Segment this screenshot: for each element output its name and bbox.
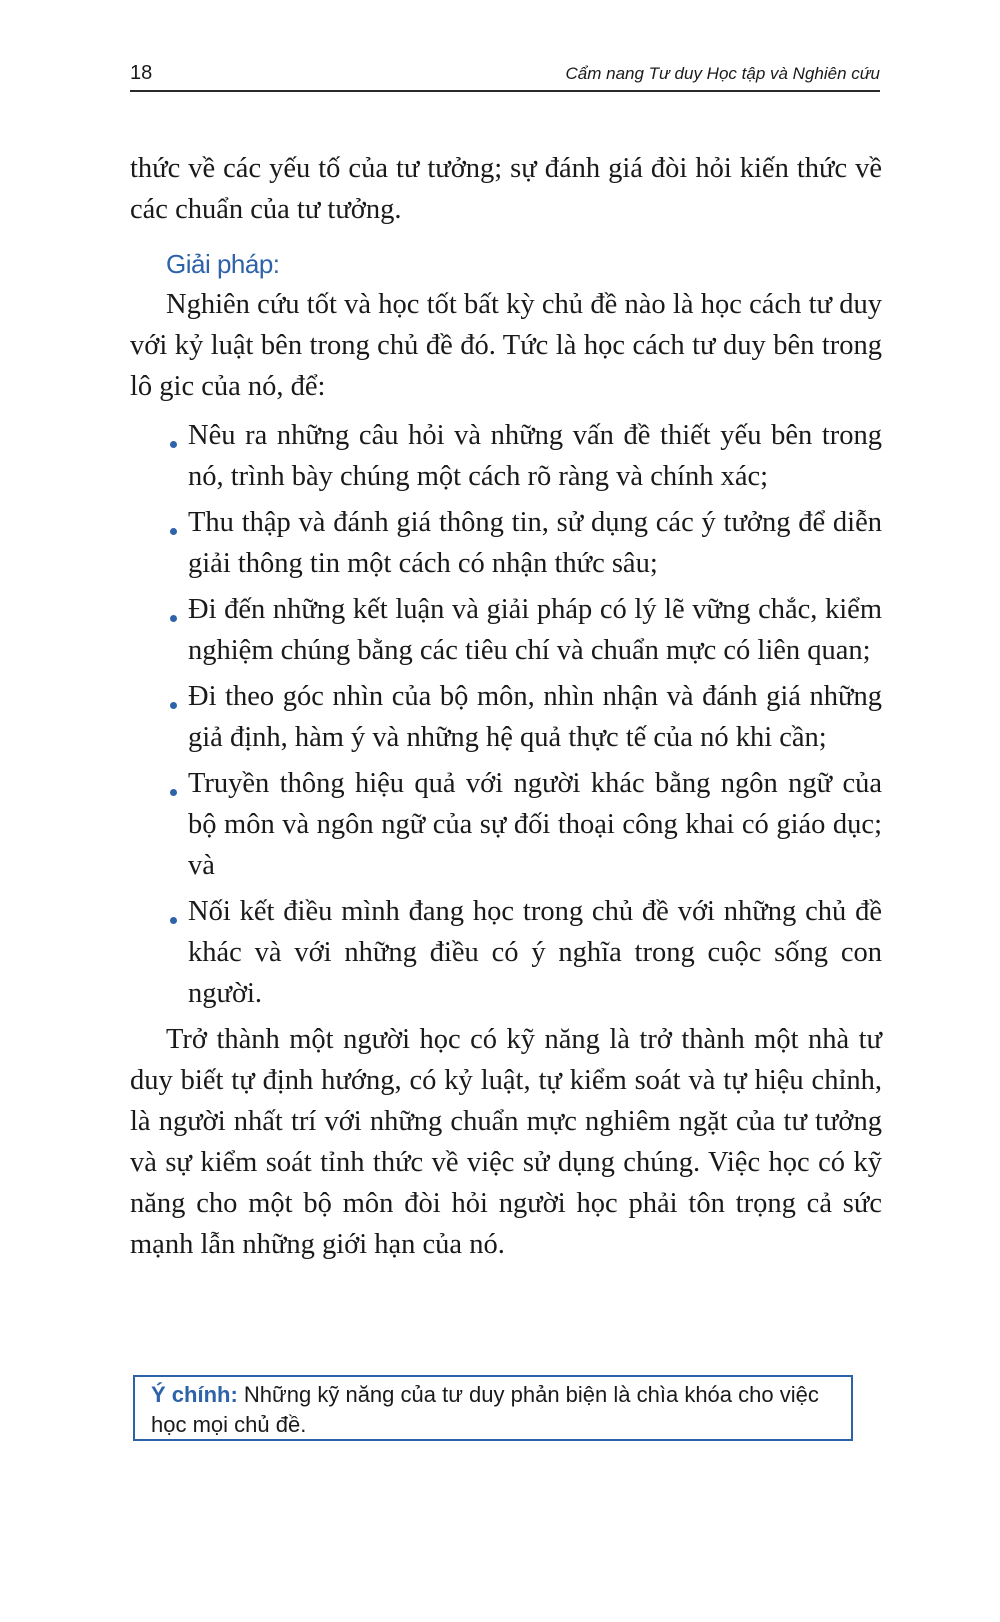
body-text xyxy=(130,148,882,1265)
list-item xyxy=(130,676,882,758)
intro-paragraph: Nghiên cứu tốt và học tốt bất kỳ chủ đề nào là học cách tư duy với kỷ luật bên trong chủ đề đó. Tức là học cách tư duy bên trong lô gic của nó, để: xyxy=(130,289,882,402)
page-number: 18 xyxy=(130,62,153,84)
list-item xyxy=(130,502,882,584)
list-item-text: Nêu ra những câu hỏi và những vấn đề thiết yếu bên trong nó, trình bày chúng một cách rõ ràng và chính xác; xyxy=(188,420,882,492)
list-item-text: Thu thập và đánh giá thông tin, sử dụng các ý tưởng để diễn giải thông tin một cách có nhận thức sâu; xyxy=(188,507,882,579)
bullet-list xyxy=(130,415,882,1014)
bullet-dot-icon xyxy=(170,615,177,622)
list-item-text: Đi đến những kết luận và giải pháp có lý lẽ vững chắc, kiểm nghiệm chúng bằng các tiêu chí và chuẩn mực có liên quan; xyxy=(188,594,882,666)
key-point-label: Ý chính: xyxy=(151,1382,238,1407)
bullet-dot-icon xyxy=(170,702,177,709)
running-header xyxy=(130,60,880,92)
list-item-text: Nối kết điều mình đang học trong chủ đề với những chủ đề khác và với những điều có ý nghĩa trong cuộc sống con người. xyxy=(188,896,882,1009)
running-title: Cẩm nang Tư duy Học tập và Nghiên cứu xyxy=(565,64,880,83)
key-point-content xyxy=(151,1377,851,1440)
list-item xyxy=(130,891,882,1014)
list-item xyxy=(130,763,882,886)
list-item-text: Đi theo góc nhìn của bộ môn, nhìn nhận và đánh giá những giả định, hàm ý và những hệ quả thực tế của nó khi cần; xyxy=(188,681,882,753)
key-point-text: Những kỹ năng của tư duy phản biện là chìa khóa cho việc học mọi chủ đề. xyxy=(151,1382,819,1437)
bullet-dot-icon xyxy=(170,789,177,796)
key-point-box xyxy=(133,1375,853,1441)
list-item xyxy=(130,589,882,671)
closing-paragraph: Trở thành một người học có kỹ năng là trở thành một nhà tư duy biết tự định hướng, có kỷ luật, tự kiểm soát và tự hiệu chỉnh, là người nhất trí với những chuẩn mực nghiêm ngặt của tư tưởng và sự kiểm soát tỉnh thức về việc sử dụng chúng. Việc học có kỹ năng cho một bộ môn đòi hỏi người học phải tôn trọng cả sức mạnh lẫn những giới hạn của nó. xyxy=(130,1024,882,1260)
opening-paragraph: thức về các yếu tố của tư tưởng; sự đánh giá đòi hỏi kiến thức về các chuẩn của tư tưởng. xyxy=(130,153,882,225)
list-item-text: Truyền thông hiệu quả với người khác bằng ngôn ngữ của bộ môn và ngôn ngữ của sự đối thoại công khai có giáo dục; và xyxy=(188,768,882,881)
list-item xyxy=(130,415,882,497)
bullet-dot-icon xyxy=(170,917,177,924)
bullet-dot-icon xyxy=(170,441,177,448)
section-heading: Giải pháp: xyxy=(166,249,280,279)
bullet-dot-icon xyxy=(170,528,177,535)
